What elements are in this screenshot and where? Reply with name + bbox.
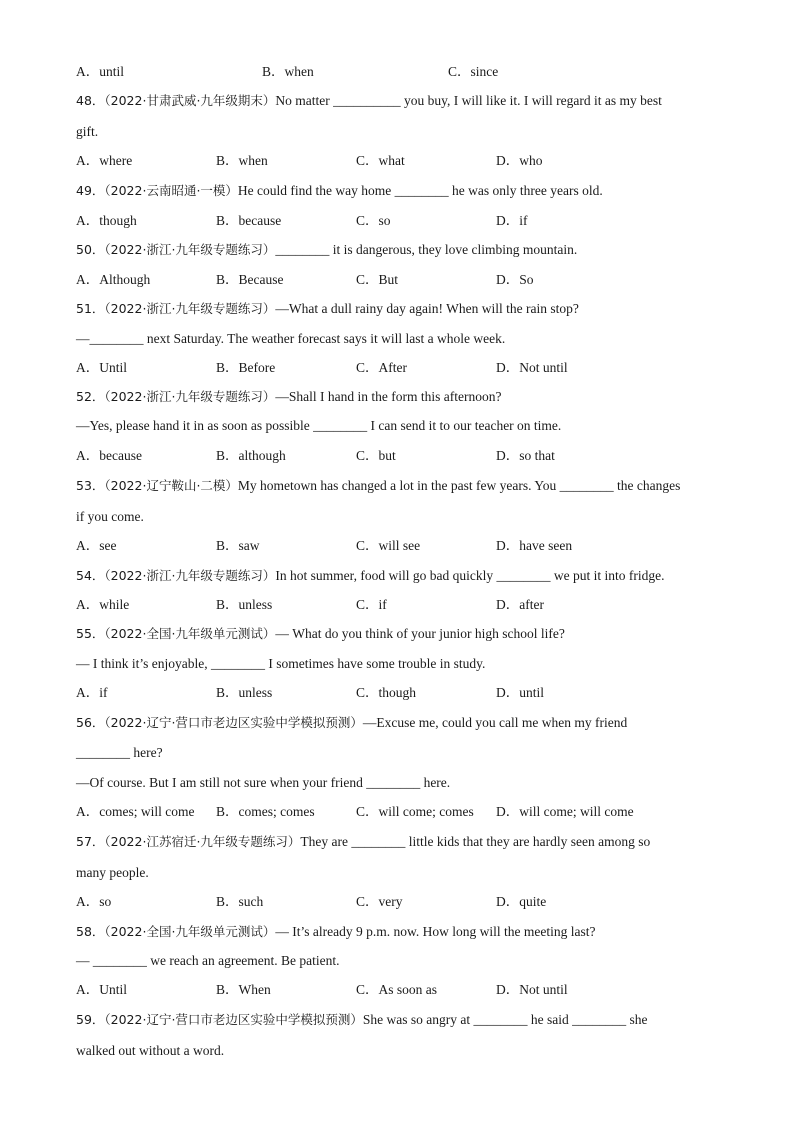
option-b: B．when [216,153,268,168]
option-b: B．because [216,213,282,228]
question-source: 56．（2022·辽宁·营口市老边区实验中学模拟预测） [76,715,363,730]
question-text: In hot summer, food will go bad quickly ________ we put it into fridge. [275,568,665,583]
question-stem [76,388,502,406]
option-a: A．while [76,597,130,612]
question-text-continued: —________ next Saturday. The weather forecast says it will last a whole week. [76,331,506,346]
option-a: A．until [76,64,125,79]
question-text-continued: —Yes, please hand it in as soon as possible ________ I can send it to our teacher on time. [76,418,562,433]
question-text-continued: — I think it’s enjoyable, ________ I sometimes have some trouble in study. [76,656,486,671]
option-a: A．if [76,685,108,700]
question-text: ________ it is dangerous, they love climbing mountain. [275,242,578,257]
question-stem [76,714,627,732]
option-a: A．where [76,153,133,168]
option-d: D．will come; will come [496,804,634,819]
option-c: C．After [356,360,407,375]
option-a: A．though [76,213,137,228]
option-b: B．unless [216,685,273,700]
question-text: She was so angry at ________ he said ________ she [362,1012,648,1027]
option-b: B．such [216,894,264,909]
option-d: D．who [496,153,543,168]
question-text: My hometown has changed a lot in the past few years. You ________ the changes [237,478,681,493]
option-c: C．But [356,272,399,287]
option-b: B．When [216,982,271,997]
question-text: He could find the way home ________ he was only three years old. [237,183,603,198]
question-text: — What do you think of your junior high school life? [275,626,565,641]
question-source: 57．（2022·江苏宿迁·九年级专题练习） [76,834,301,849]
question-text-continued: —Of course. But I am still not sure when your friend ________ here. [76,775,451,790]
option-b: B．unless [216,597,273,612]
question-source: 55．（2022·全国·九年级单元测试） [76,626,276,641]
question-text: They are ________ little kids that they are hardly seen among so [300,834,651,849]
option-b: B．saw [216,538,260,553]
question-text-continued: ________ here? [76,745,163,760]
question-text-continued: if you come. [76,509,144,524]
option-a: A．Until [76,982,128,997]
question-stem [76,1011,648,1029]
option-b: B．comes; comes [216,804,315,819]
question-stem [76,477,680,495]
question-source: 48．（2022·甘肃武威·九年级期末） [76,93,276,108]
question-source: 53．（2022·辽宁鞍山·二模） [76,478,238,493]
question-source: 50．（2022·浙江·九年级专题练习） [76,242,276,257]
option-b: B．when [262,64,314,79]
option-d: D．So [496,272,534,287]
question-text: No matter __________ you buy, I will like it. I will regard it as my best [275,93,662,108]
option-a: A．comes; will come [76,804,195,819]
question-source: 49．（2022·云南昭通·一模） [76,183,238,198]
question-text: — It’s already 9 p.m. now. How long will the meeting last? [275,924,596,939]
option-c: C．if [356,597,387,612]
option-c: C．so [356,213,391,228]
question-source: 59．（2022·辽宁·营口市老边区实验中学模拟预测） [76,1012,363,1027]
option-a: A．see [76,538,117,553]
question-text: —Shall I hand in the form this afternoon? [275,389,502,404]
option-c: C．but [356,448,396,463]
question-text-continued: gift. [76,124,99,139]
question-text: —What a dull rainy day again! When will the rain stop? [275,301,579,316]
question-source: 58．（2022·全国·九年级单元测试） [76,924,276,939]
question-source: 54．（2022·浙江·九年级专题练习） [76,568,276,583]
option-c: C．what [356,153,405,168]
option-d: D．so that [496,448,555,463]
option-d: D．Not until [496,982,568,997]
option-d: D．until [496,685,545,700]
option-a: A．because [76,448,142,463]
question-text: —Excuse me, could you call me when my friend [362,715,628,730]
question-stem [76,567,664,585]
option-a: A．Until [76,360,128,375]
question-stem [76,92,662,110]
option-c: C．will come; comes [356,804,474,819]
question-stem [76,241,577,259]
option-c: C．very [356,894,403,909]
question-source: 52．（2022·浙江·九年级专题练习） [76,389,276,404]
option-a: A．so [76,894,112,909]
option-c: C．As soon as [356,982,438,997]
option-c: C．though [356,685,417,700]
option-b: B．Because [216,272,284,287]
question-text-continued: many people. [76,865,149,880]
option-d: D．Not until [496,360,568,375]
question-source: 51．（2022·浙江·九年级专题练习） [76,301,276,316]
option-b: B．although [216,448,286,463]
option-a: A．Although [76,272,151,287]
question-text-continued: walked out without a word. [76,1043,225,1058]
question-text-continued: — ________ we reach an agreement. Be patient. [76,953,340,968]
question-stem [76,625,565,643]
option-d: D．after [496,597,544,612]
option-c: C．will see [356,538,421,553]
question-stem [76,833,650,851]
option-d: D．quite [496,894,547,909]
option-b: B．Before [216,360,276,375]
question-stem [76,300,579,318]
option-d: D．if [496,213,528,228]
question-stem [76,182,603,200]
option-c: C．since [448,64,499,79]
option-d: D．have seen [496,538,573,553]
question-stem [76,923,596,941]
